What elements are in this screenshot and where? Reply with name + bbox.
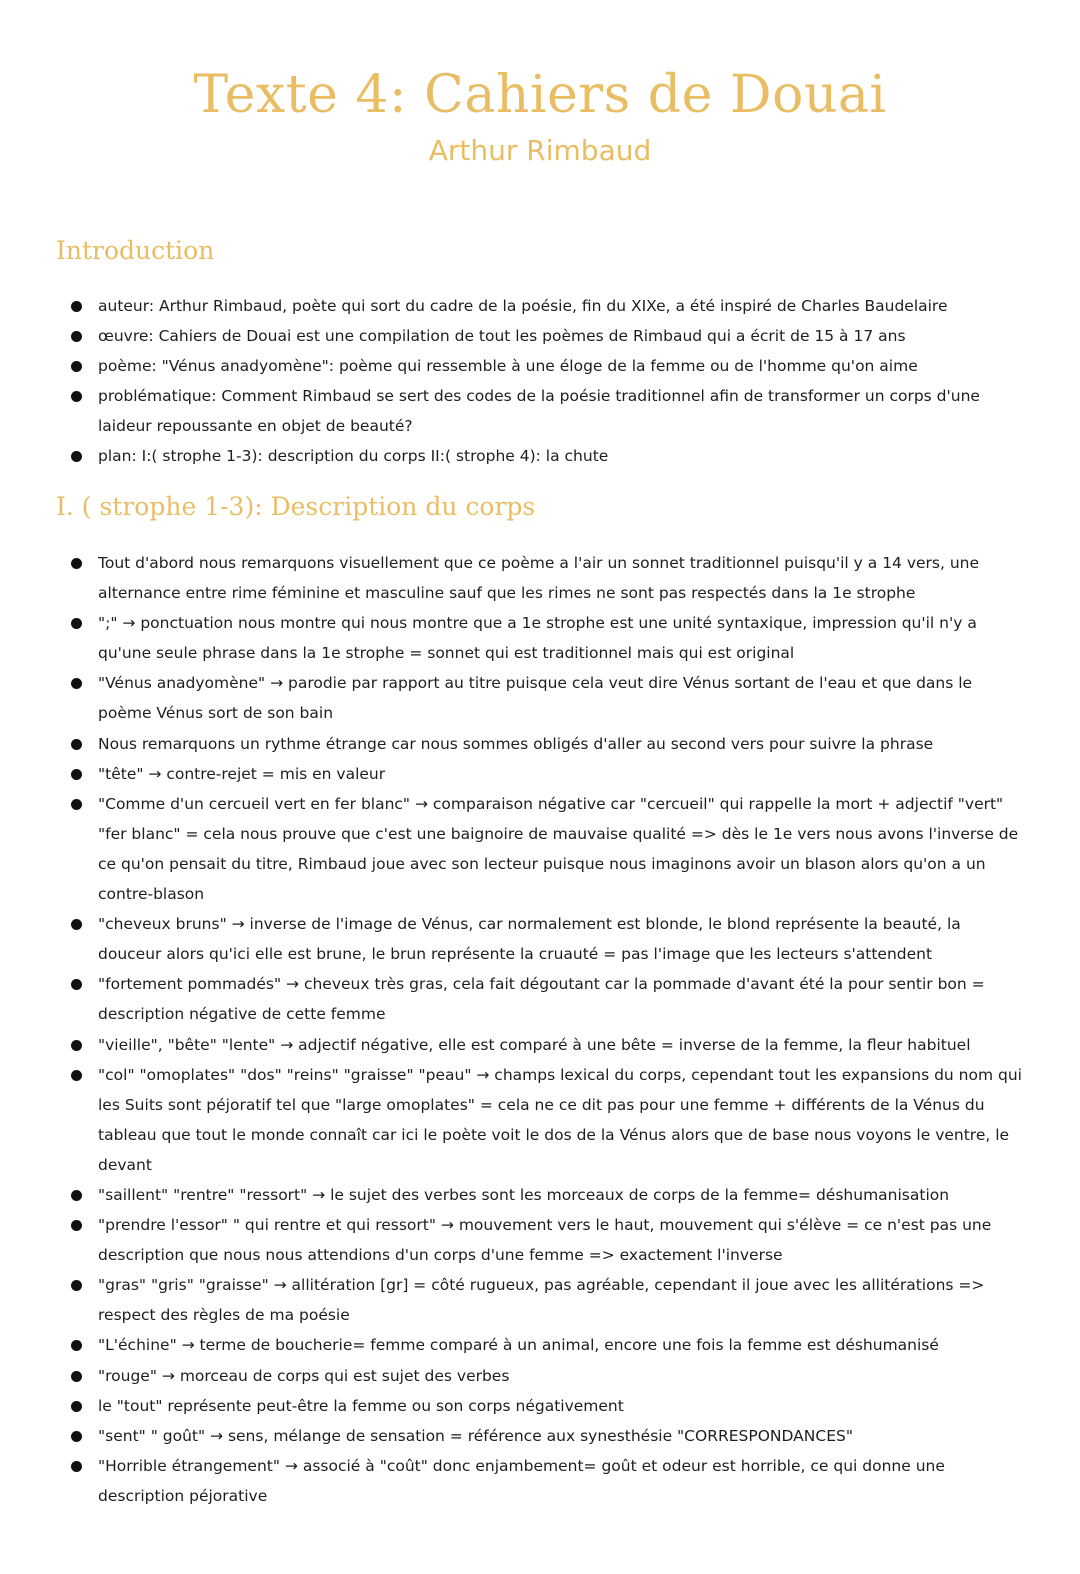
list-item (68, 351, 1028, 381)
bullet-icon (71, 1401, 82, 1412)
list-item (68, 291, 1028, 321)
list-item-text: problématique: Comment Rimbaud se sert des codes de la poésie traditionnel afin de transformer un corps d'une laideur repoussante en objet de beauté? (98, 387, 980, 436)
list-item-text: "L'échine" → terme de boucherie= femme comparé à un animal, encore une fois la femme est déshumanisé (98, 1336, 939, 1355)
introduction-list (68, 291, 1028, 472)
list-item (68, 759, 1028, 789)
list-item (68, 608, 1028, 668)
list-item-text: "saillent" "rentre" "ressort" → le sujet des verbes sont les morceaux de corps de la femme= déshumanisation (98, 1185, 950, 1204)
list-item-text: "tête" → contre-rejet = mis en valeur (98, 764, 386, 783)
list-item (68, 729, 1028, 759)
list-item (68, 1391, 1028, 1421)
list-item (68, 1330, 1028, 1360)
bullet-icon (71, 361, 82, 372)
list-item-text: "Comme d'un cercueil vert en fer blanc" → comparaison négative car "cercueil" qui rappelle la mort + adjectif "vert" "fer blanc" = cela nous prouve que c'est une baignoire de mauvaise qualité => dès le 1e vers nous avons l'inverse de ce qu'on pensait du titre, Rimbaud joue avec son lecteur puisque nous imaginons avoir un blason alors qu'on a un contre-blason (98, 794, 1019, 904)
list-item (68, 1270, 1028, 1330)
bullet-icon (71, 391, 82, 402)
bullet-icon (71, 1040, 82, 1051)
list-item (68, 1030, 1028, 1060)
list-item-text: Nous remarquons un rythme étrange car nous sommes obligés d'aller au second vers pour suivre la phrase (98, 734, 934, 753)
list-item (68, 548, 1028, 608)
list-item (68, 1180, 1028, 1210)
list-item-text: plan: I:( strophe 1-3): description du corps II:( strophe 4): la chute (98, 447, 609, 466)
section-heading-part-1: I. ( strophe 1-3): Description du corps (56, 492, 536, 521)
document-author: Arthur Rimbaud (428, 134, 652, 167)
bullet-icon (71, 979, 82, 990)
list-item-text: poème: "Vénus anadyomène": poème qui ressemble à une éloge de la femme ou de l'homme qu'on aime (98, 357, 918, 376)
list-item (68, 969, 1028, 1029)
part-1-list (68, 548, 1028, 1511)
bullet-icon (71, 1190, 82, 1201)
bullet-icon (71, 558, 82, 569)
bullet-icon (71, 1371, 82, 1382)
list-item-text: "sent" " goût" → sens, mélange de sensation = référence aux synesthésie "CORRESPONDANCES" (98, 1426, 853, 1445)
list-item (68, 668, 1028, 728)
list-item-text: "vieille", "bête" "lente" → adjectif négative, elle est comparé à une bête = inverse de la femme, la fleur habituel (98, 1035, 971, 1054)
list-item-text: "col" "omoplates" "dos" "reins" "graisse" "peau" → champs lexical du corps, cependant tout les expansions du nom qui les Suits sont péjoratif tel que "large omoplates" = cela ne ce dit pas pour une femme + différents de la Vénus du tableau que tout le monde connaît car ici le poète voit le dos de la Vénus alors que de base nous voyons le ventre, le devant (98, 1065, 1022, 1174)
bullet-icon (71, 618, 82, 629)
bullet-icon (71, 1431, 82, 1442)
bullet-icon (71, 1070, 82, 1081)
list-item-text: ";" → ponctuation nous montre qui nous montre que a 1e strophe est une unité syntaxique, impression qu'il n'y a qu'une seule phrase dans la 1e strophe = sonnet qui est traditionnel mais qui est original (98, 614, 977, 663)
bullet-icon (71, 799, 82, 810)
list-item-text: "Vénus anadyomène" → parodie par rapport au titre puisque cela veut dire Vénus sortant de l'eau et que dans le poème Vénus sort de son bain (98, 674, 973, 723)
bullet-icon (71, 739, 82, 750)
list-item-text: le "tout" représente peut-être la femme ou son corps négativement (98, 1396, 624, 1415)
list-item (68, 1361, 1028, 1391)
bullet-icon (71, 769, 82, 780)
bullet-icon (71, 301, 82, 312)
bullet-icon (71, 1220, 82, 1231)
section-heading-introduction: Introduction (56, 236, 215, 265)
bullet-icon (71, 331, 82, 342)
list-item-text: "rouge" → morceau de corps qui est sujet des verbes (98, 1366, 510, 1385)
list-item-text: "cheveux bruns" → inverse de l'image de Vénus, car normalement est blonde, le blond représente la beauté, la douceur alors qu'ici elle est brune, le brun représente la cruauté = pas l'image que les lecteurs s'attendent (98, 915, 961, 964)
list-item-text: Tout d'abord nous remarquons visuellement que ce poème a l'air un sonnet traditionnel puisqu'il y a 14 vers, une alternance entre rime féminine et masculine sauf que les rimes ne sont pas respectés dans la 1e strophe (98, 554, 980, 603)
list-item (68, 321, 1028, 351)
bullet-icon (71, 451, 82, 462)
list-item (68, 909, 1028, 969)
list-item-text: "prendre l'essor" " qui rentre et qui ressort" → mouvement vers le haut, mouvement qui s'élève = ce n'est pas une description que nous nous attendions d'un corps d'une femme => exactement l'inverse (98, 1216, 992, 1265)
bullet-icon (71, 919, 82, 930)
bullet-icon (71, 1461, 82, 1472)
bullet-icon (71, 1340, 82, 1351)
list-item-text: "gras" "gris" "graisse" → allitération [gr] = côté rugueux, pas agréable, cependant il joue avec les allitérations => respect des règles de ma poésie (98, 1276, 985, 1325)
list-item (68, 381, 1028, 441)
list-item (68, 1060, 1028, 1180)
bullet-icon (71, 1280, 82, 1291)
list-item (68, 441, 1028, 471)
list-item (68, 1210, 1028, 1270)
list-item (68, 1451, 1028, 1511)
bullet-icon (71, 678, 82, 689)
list-item-text: "Horrible étrangement" → associé à "coût" donc enjambement= goût et odeur est horrible, ce qui donne une description péjorative (98, 1456, 945, 1505)
list-item (68, 1421, 1028, 1451)
document-title: Texte 4: Cahiers de Douai (193, 65, 887, 125)
list-item (68, 789, 1028, 909)
list-item-text: œuvre: Cahiers de Douai est une compilation de tout les poèmes de Rimbaud qui a écrit de 15 à 17 ans (98, 327, 906, 346)
list-item-text: "fortement pommadés" → cheveux très gras, cela fait dégoutant car la pommade d'avant été la pour sentir bon = description négative de cette femme (98, 975, 985, 1024)
list-item-text: auteur: Arthur Rimbaud, poète qui sort du cadre de la poésie, fin du XIXe, a été inspiré de Charles Baudelaire (98, 297, 948, 315)
